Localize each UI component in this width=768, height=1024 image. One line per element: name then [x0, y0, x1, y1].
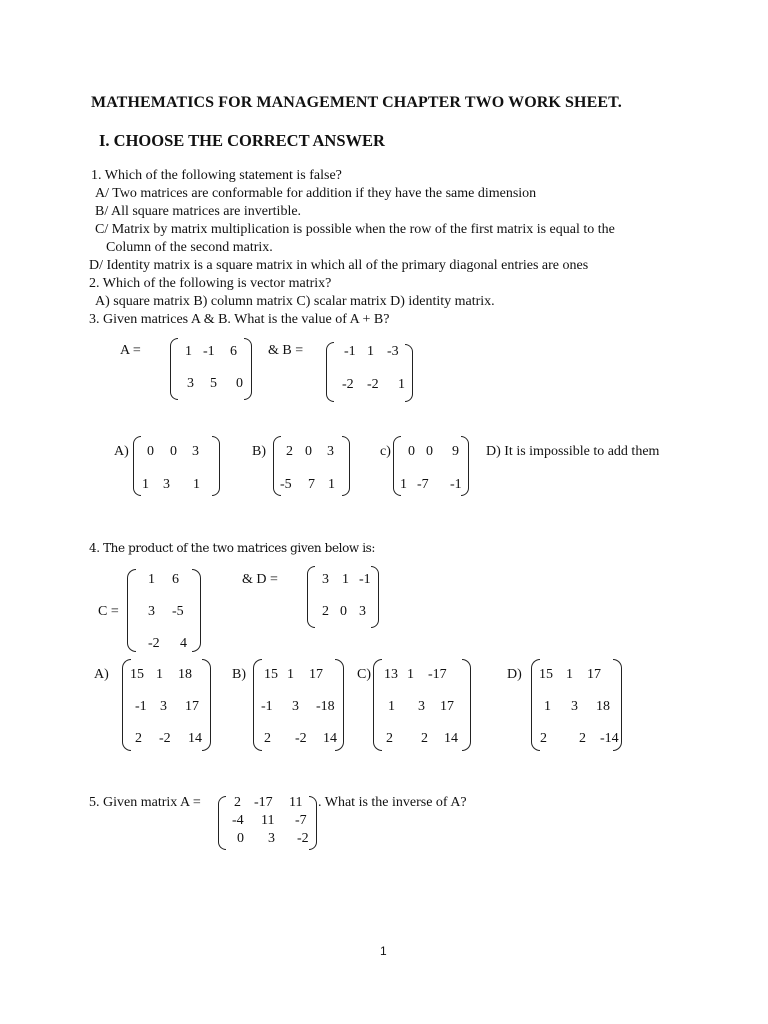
matrix-cell: 15 — [264, 667, 278, 682]
q4-question: 4. The product of the two matrices given below is: — [89, 541, 376, 555]
q1-option-b: B/ All square matrices are invertible. — [95, 204, 302, 219]
matrix-cell: -7 — [417, 477, 429, 492]
matrix-cell: -1 — [203, 344, 215, 359]
matrix-cell: -17 — [254, 795, 273, 810]
matrix-cell: -1 — [135, 699, 147, 714]
matrix-cell: 1 — [566, 667, 573, 682]
left-bracket — [307, 566, 315, 628]
matrix-cell: -1 — [450, 477, 462, 492]
matrix-b-label: & B = — [268, 343, 304, 358]
matrix-cell: 2 — [540, 731, 547, 746]
right-bracket — [462, 659, 471, 751]
q3-option-a-label: A) — [114, 444, 129, 459]
matrix-c-label: C = — [98, 604, 119, 619]
q5-question-tail: . What is the inverse of A? — [318, 795, 467, 810]
matrix-cell: 18 — [178, 667, 192, 682]
left-bracket — [373, 659, 382, 751]
matrix-cell: 7 — [308, 477, 315, 492]
matrix-d-label: & D = — [242, 572, 278, 587]
matrix-cell: -5 — [172, 604, 184, 619]
matrix-cell: 1 — [398, 377, 405, 392]
right-bracket — [192, 569, 201, 652]
matrix-cell: -2 — [342, 377, 354, 392]
q1-option-c-continued: Column of the second matrix. — [106, 240, 273, 255]
matrix-cell: 3 — [192, 444, 199, 459]
q1-question: 1. Which of the following statement is false? — [91, 168, 342, 183]
matrix-cell: -4 — [232, 813, 244, 828]
matrix-cell: 2 — [234, 795, 241, 810]
matrix-cell: -2 — [367, 377, 379, 392]
right-bracket — [613, 659, 622, 751]
matrix-cell: 2 — [264, 731, 271, 746]
matrix-cell: 0 — [426, 444, 433, 459]
matrix-cell: -1 — [359, 572, 371, 587]
matrix-cell: 1 — [185, 344, 192, 359]
matrix-cell: 9 — [452, 444, 459, 459]
matrix-cell: -2 — [297, 831, 309, 846]
matrix-cell: 3 — [322, 572, 329, 587]
matrix-cell: -5 — [280, 477, 292, 492]
q1-option-d: D/ Identity matrix is a square matrix in which all of the primary diagonal entries are ones — [89, 258, 589, 273]
matrix-cell: 15 — [539, 667, 553, 682]
q1-option-c: C/ Matrix by matrix multiplication is possible when the row of the first matrix is equal to the — [95, 222, 615, 237]
matrix-cell: 1 — [400, 477, 407, 492]
matrix-cell: 0 — [408, 444, 415, 459]
matrix-cell: -14 — [600, 731, 619, 746]
matrix-cell: 0 — [147, 444, 154, 459]
matrix-cell: 1 — [193, 477, 200, 492]
matrix-cell: 14 — [323, 731, 337, 746]
worksheet-title: MATHEMATICS FOR MANAGEMENT CHAPTER TWO WORK SHEET. — [91, 94, 622, 111]
matrix-cell: 1 — [156, 667, 163, 682]
matrix-cell: 13 — [384, 667, 398, 682]
matrix-cell: 1 — [407, 667, 414, 682]
matrix-cell: -7 — [295, 813, 307, 828]
matrix-cell: 2 — [386, 731, 393, 746]
matrix-cell: 3 — [418, 699, 425, 714]
left-bracket — [218, 796, 226, 850]
matrix-cell: 15 — [130, 667, 144, 682]
q4-option-c-label: C) — [357, 667, 371, 682]
matrix-cell: 6 — [172, 572, 179, 587]
matrix-cell: 1 — [388, 699, 395, 714]
matrix-cell: 18 — [596, 699, 610, 714]
matrix-cell: -3 — [387, 344, 399, 359]
matrix-cell: 1 — [142, 477, 149, 492]
matrix-cell: 3 — [571, 699, 578, 714]
matrix-cell: 17 — [185, 699, 199, 714]
q3-option-b-label: B) — [252, 444, 266, 459]
page-number: 1 — [380, 944, 387, 958]
matrix-cell: 0 — [305, 444, 312, 459]
matrix-cell: 1 — [287, 667, 294, 682]
q2-question: 2. Which of the following is vector matrix? — [89, 276, 332, 291]
q2-options: A) square matrix B) column matrix C) scalar matrix D) identity matrix. — [95, 294, 495, 309]
right-bracket — [202, 659, 211, 751]
matrix-cell: 2 — [322, 604, 329, 619]
right-bracket — [244, 338, 252, 400]
matrix-cell: 14 — [188, 731, 202, 746]
q3-question: 3. Given matrices A & B. What is the value of A + B? — [89, 312, 390, 327]
right-bracket — [335, 659, 344, 751]
q3-option-c-label: c) — [380, 444, 391, 459]
matrix-cell: 0 — [170, 444, 177, 459]
q1-option-a: A/ Two matrices are conformable for addition if they have the same dimension — [95, 186, 537, 201]
right-bracket — [309, 796, 317, 850]
matrix-cell: -1 — [261, 699, 273, 714]
matrix-cell: 0 — [237, 831, 244, 846]
matrix-cell: 1 — [342, 572, 349, 587]
matrix-a-label: A = — [120, 343, 141, 358]
matrix-cell: 1 — [328, 477, 335, 492]
right-bracket — [212, 436, 220, 496]
matrix-cell: -1 — [344, 344, 356, 359]
right-bracket — [405, 344, 413, 402]
matrix-cell: -18 — [316, 699, 335, 714]
q5-question: 5. Given matrix A = — [89, 795, 201, 810]
matrix-cell: 0 — [340, 604, 347, 619]
matrix-cell: 3 — [268, 831, 275, 846]
matrix-cell: 2 — [135, 731, 142, 746]
right-bracket — [342, 436, 350, 496]
matrix-cell: 6 — [230, 344, 237, 359]
matrix-cell: -2 — [159, 731, 171, 746]
matrix-cell: 3 — [160, 699, 167, 714]
matrix-cell: 11 — [261, 813, 275, 828]
q4-option-a-label: A) — [94, 667, 109, 682]
right-bracket — [371, 566, 379, 628]
matrix-cell: 5 — [210, 376, 217, 391]
matrix-cell: 14 — [444, 731, 458, 746]
q4-option-d-label: D) — [507, 667, 522, 682]
right-bracket — [461, 436, 469, 496]
matrix-cell: 4 — [180, 636, 187, 651]
left-bracket — [127, 569, 136, 652]
matrix-cell: 2 — [421, 731, 428, 746]
matrix-cell: 2 — [579, 731, 586, 746]
matrix-cell: 3 — [327, 444, 334, 459]
matrix-cell: 3 — [187, 376, 194, 391]
matrix-cell: -2 — [295, 731, 307, 746]
q3-option-d: D) It is impossible to add them — [486, 444, 660, 459]
left-bracket — [326, 342, 334, 402]
matrix-cell: 17 — [587, 667, 601, 682]
matrix-cell: 0 — [236, 376, 243, 391]
matrix-cell: 2 — [286, 444, 293, 459]
left-bracket — [133, 436, 141, 496]
matrix-cell: 11 — [289, 795, 303, 810]
matrix-cell: 3 — [163, 477, 170, 492]
matrix-cell: 1 — [148, 572, 155, 587]
matrix-cell: 1 — [367, 344, 374, 359]
matrix-cell: 3 — [292, 699, 299, 714]
matrix-cell: 3 — [359, 604, 366, 619]
left-bracket — [170, 338, 178, 400]
matrix-cell: -17 — [428, 667, 447, 682]
q4-option-b-label: B) — [232, 667, 246, 682]
matrix-cell: 1 — [544, 699, 551, 714]
matrix-cell: 17 — [309, 667, 323, 682]
matrix-cell: 17 — [440, 699, 454, 714]
matrix-cell: -2 — [148, 636, 160, 651]
matrix-cell: 3 — [148, 604, 155, 619]
section-heading: I. CHOOSE THE CORRECT ANSWER — [99, 131, 385, 150]
